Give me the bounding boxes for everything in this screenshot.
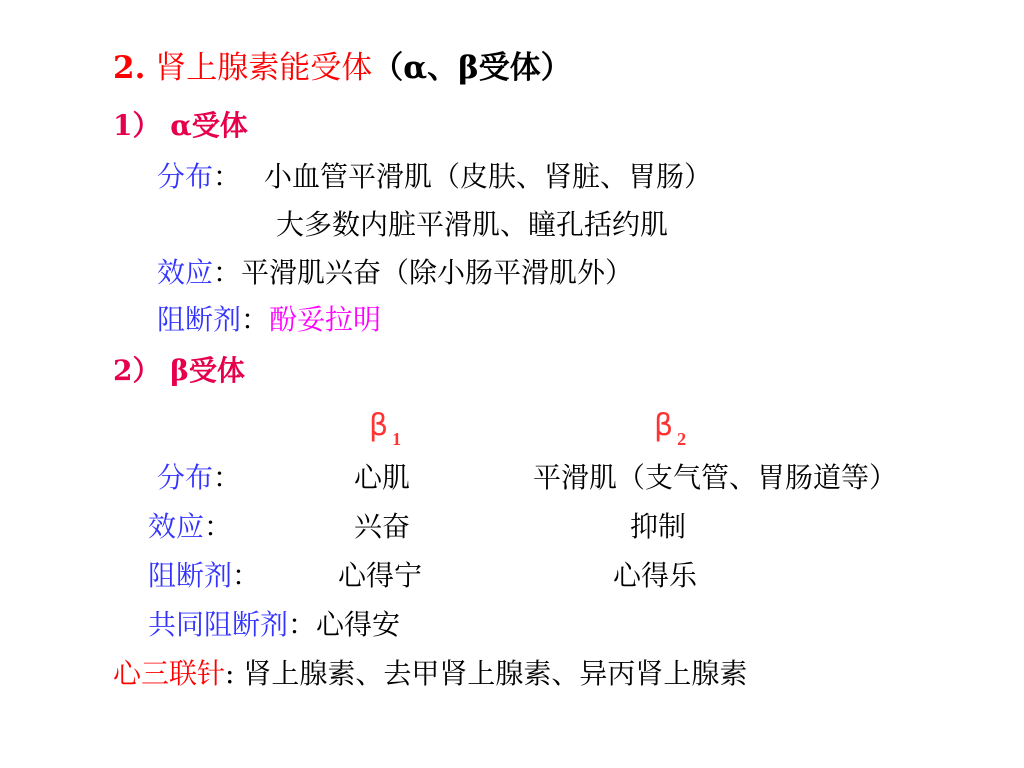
beta1-subscript: 1 [392, 429, 402, 449]
beta-heading-num: 2） [113, 354, 161, 387]
beta2-subscript: 2 [677, 429, 687, 449]
beta1-symbol: β [369, 408, 389, 443]
alpha-effect-label: 效应 [157, 256, 214, 289]
alpha-blocker-value: 酚妥拉明 [269, 303, 382, 336]
beta-common-blocker-row [148, 607, 400, 643]
beta-heading [113, 353, 245, 389]
beta-effect-colon: ： [204, 510, 233, 543]
alpha-heading-text: α受体 [170, 109, 248, 142]
beta2-column-header [654, 408, 686, 447]
alpha-effect-value: 平滑肌兴奋（除小肠平滑肌外） [241, 256, 634, 289]
title-number: 2. [113, 50, 146, 86]
cardiac-triple-row [113, 656, 747, 692]
alpha-effect-row [157, 255, 633, 291]
beta-blocker-label-cell [148, 558, 260, 594]
beta-common-blocker-colon: ： [288, 608, 317, 641]
beta-blocker-colon: ： [232, 559, 261, 592]
cardiac-triple-value: 肾上腺素、去甲肾上腺素、异丙肾上腺素 [243, 657, 748, 690]
beta-common-blocker-value: 心得安 [316, 608, 401, 641]
slide-title [113, 48, 572, 88]
alpha-distribution-colon: ： [213, 160, 242, 193]
alpha-distribution-line1: 小血管平滑肌（皮肤、肾脏、胃肠） [263, 160, 712, 193]
alpha-blocker-colon: ： [241, 303, 270, 336]
cardiac-triple-colon: : [225, 657, 235, 690]
title-text: 肾上腺素能受体 [155, 50, 373, 86]
alpha-distribution-row [157, 159, 712, 195]
beta-distribution-label-cell [157, 460, 241, 496]
beta1-blocker: 心得宁 [338, 559, 423, 592]
alpha-blocker-row [157, 302, 381, 338]
beta2-effect: 抑制 [630, 510, 687, 543]
beta2-blocker: 心得乐 [613, 559, 698, 592]
beta-common-blocker-label: 共同阻断剂 [148, 608, 289, 641]
alpha-distribution-label: 分布 [157, 160, 214, 193]
beta1-column-header [369, 408, 401, 447]
alpha-blocker-label: 阻断剂 [157, 303, 242, 336]
beta-heading-text: β受体 [170, 354, 245, 387]
beta-effect-label-cell [148, 509, 232, 545]
alpha-heading-num: 1） [113, 109, 161, 142]
alpha-effect-colon: ： [213, 256, 242, 289]
beta-blocker-label: 阻断剂 [148, 559, 233, 592]
beta2-distribution: 平滑肌（支气管、胃肠道等） [533, 461, 898, 494]
beta1-distribution: 心肌 [354, 461, 411, 494]
beta-distribution-colon: ： [213, 461, 242, 494]
beta-distribution-label: 分布 [157, 461, 214, 494]
beta-effect-label: 效应 [148, 510, 205, 543]
title-paren: （α、β受体） [372, 50, 572, 86]
alpha-heading [113, 108, 248, 144]
cardiac-triple-label: 心三联针 [113, 657, 226, 690]
beta2-symbol: β [654, 408, 674, 443]
alpha-distribution-line2: 大多数内脏平滑肌、瞳孔括约肌 [276, 208, 669, 241]
beta1-effect: 兴奋 [354, 510, 411, 543]
